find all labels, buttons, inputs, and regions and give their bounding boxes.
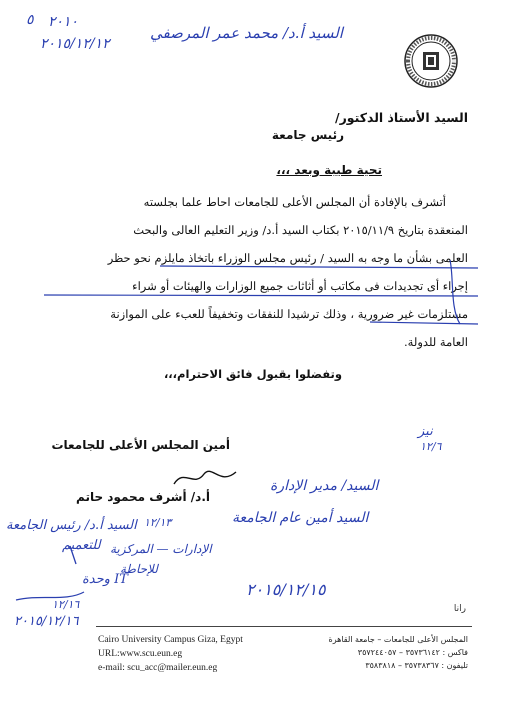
footer-divider bbox=[96, 626, 472, 627]
footer-fax: فاكس : ٣٥٧٣٦١٤٢ – ٣٥٧٢٤٤٠٥٧ bbox=[357, 648, 468, 657]
handwritten-note: نيز bbox=[418, 424, 433, 439]
council-logo bbox=[404, 34, 458, 88]
footer-phone: تليفون : ٣٥٧٣٨٣٦٧ – ٣٥٨٣٨١٨ bbox=[365, 661, 468, 670]
handwritten-date: ١٢/١٣ bbox=[144, 516, 172, 529]
footer-email: e-mail: scu_acc@mailer.eun.eg bbox=[98, 663, 218, 673]
handwritten-underline bbox=[40, 258, 480, 348]
footer-url: URL:www.scu.eun.eg bbox=[98, 649, 183, 659]
handwritten-note: السيد أ.د/ محمد عمر المرصفي bbox=[150, 24, 343, 42]
handwritten-date: ٢٠١٥/١٢/١٦ bbox=[14, 614, 79, 629]
handwritten-note: السيد أمين عام الجامعة bbox=[232, 510, 369, 526]
handwritten-note: وحدة IT bbox=[82, 572, 128, 587]
handwritten-date: ١٢/٦ bbox=[420, 440, 442, 453]
body-line: إجراء أى تجديدات فى مكاتب أو أثاثات جميع الوزارات والهيئات أو شراء bbox=[132, 279, 468, 293]
body-line: أتشرف بالإفادة أن المجلس الأعلى للجامعات احاط علما بجلسته bbox=[143, 195, 446, 209]
handwritten-date: ٢٠١٥/١٢/١٢ bbox=[40, 36, 110, 52]
signature-name: أ.د/ أشرف محمود حاتم bbox=[76, 490, 210, 504]
body-line: العلمى بشأن ما وجه به السيد / رئيس مجلس الوزراء باتخاذ مايلزم نحو حظر bbox=[107, 251, 468, 265]
handwritten-date: ٢٠١٥/١٢/١٥ bbox=[246, 580, 326, 599]
handwritten-note: للإحاطة bbox=[120, 562, 158, 576]
body-line: مستلزمات غير ضرورية ، وذلك ترشيدا للنفقات وتخفيفاً للعبء على الموازنة bbox=[110, 307, 468, 321]
greeting: تحية طيبة وبعد ،،، bbox=[276, 163, 382, 177]
typist-initials: رانا bbox=[453, 604, 466, 614]
salutation-title: السيد الأستاذ الدكتور/ bbox=[335, 110, 468, 125]
closing: وتفضلوا بقبول فائق الاحترام،،، bbox=[163, 367, 342, 381]
handwritten-note: الإدارات — المركزية bbox=[110, 542, 212, 556]
handwritten-note: للتعميم bbox=[62, 538, 101, 553]
handwritten-date: ٢٠١٠ bbox=[48, 14, 79, 30]
body-line: المنعقدة بتاريخ ٢٠١٥/١١/٩ بكتاب السيد أ.د/ وزير التعليم العالى والبحث bbox=[133, 223, 468, 237]
body-line: العامة للدولة. bbox=[404, 335, 468, 349]
signature-title: أمين المجلس الأعلى للجامعات bbox=[51, 438, 230, 452]
handwritten-strokes bbox=[10, 540, 90, 630]
handwritten-date: ١٢/١٦ bbox=[52, 598, 80, 611]
handwritten-note: السيد أ.د/ رئيس الجامعة bbox=[6, 518, 137, 533]
handwritten-number: ٥ bbox=[26, 12, 34, 28]
footer-address: Cairo University Campus Giza, Egypt bbox=[98, 635, 243, 645]
handwritten-note: السيد/ مدير الإدارة bbox=[270, 478, 379, 494]
salutation-recipient: رئيس جامعة bbox=[271, 128, 344, 142]
footer-council-name: المجلس الأعلى للجامعات – جامعة القاهرة bbox=[328, 635, 468, 644]
